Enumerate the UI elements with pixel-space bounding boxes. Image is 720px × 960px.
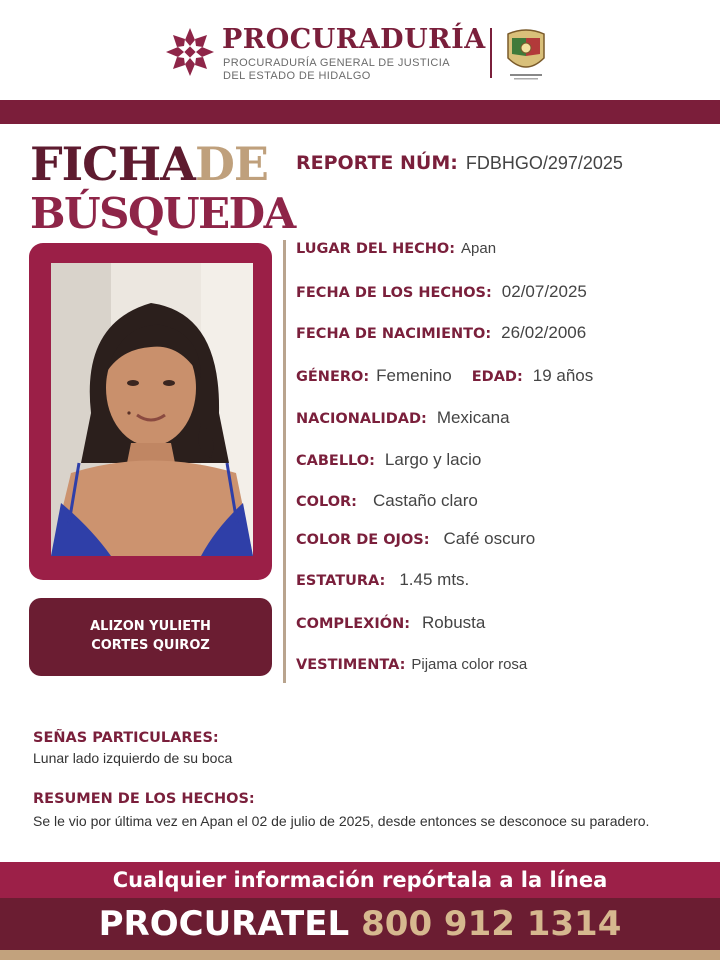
field-edad-value: 19 años bbox=[532, 366, 594, 385]
person-name-box bbox=[29, 598, 272, 676]
senas-value: Lunar lado izquierdo de su boca bbox=[33, 750, 233, 766]
field-lugar bbox=[296, 240, 496, 257]
heading-ficha-de bbox=[30, 137, 268, 191]
field-fecha-hechos-value: 02/07/2025 bbox=[501, 282, 587, 301]
field-fecha-nacimiento-value: 26/02/2006 bbox=[501, 323, 587, 342]
field-complexion-label: COMPLEXIÓN: bbox=[296, 616, 411, 632]
coat-of-arms-icon bbox=[502, 24, 550, 84]
field-cabello bbox=[296, 450, 481, 470]
hotline-label: PROCURATEL bbox=[98, 904, 350, 944]
field-nacionalidad-value: Mexicana bbox=[436, 408, 510, 427]
field-color-label: COLOR: bbox=[296, 494, 357, 510]
hotline-phone[interactable]: 800 912 1314 bbox=[361, 904, 622, 944]
field-genero-value: Femenino bbox=[376, 366, 452, 385]
field-estatura-label: ESTATURA: bbox=[296, 573, 386, 589]
report-number bbox=[296, 152, 623, 174]
field-color-ojos bbox=[296, 529, 535, 549]
heading-word-de: DE bbox=[194, 137, 268, 191]
field-vestimenta-label: VESTIMENTA: bbox=[296, 657, 406, 673]
resumen-label: RESUMEN DE LOS HECHOS: bbox=[33, 791, 255, 807]
field-genero-label: GÉNERO: bbox=[296, 369, 370, 385]
field-estatura-value: 1.45 mts. bbox=[399, 570, 470, 589]
field-estatura bbox=[296, 570, 469, 590]
heading-word-busqueda: BÚSQUEDA bbox=[30, 189, 295, 238]
bottom-strip bbox=[0, 950, 720, 960]
star-flower-logo-icon bbox=[164, 26, 216, 78]
footer-hotline-band bbox=[0, 898, 720, 950]
photo-frame bbox=[29, 243, 272, 580]
field-color bbox=[296, 491, 478, 511]
brand-subtitle-line1: PROCURADURÍA GENERAL DE JUSTICIA bbox=[223, 57, 450, 69]
field-vestimenta bbox=[296, 656, 527, 673]
field-color-ojos-label: COLOR DE OJOS: bbox=[296, 532, 430, 548]
senas-label: SEÑAS PARTICULARES: bbox=[33, 730, 219, 746]
person-portrait-illustration bbox=[51, 263, 253, 556]
field-color-ojos-value: Café oscuro bbox=[443, 529, 536, 548]
field-cabello-label: CABELLO: bbox=[296, 453, 375, 469]
field-lugar-value: Apan bbox=[461, 240, 497, 257]
brand-subtitle-line2: DEL ESTADO DE HIDALGO bbox=[223, 70, 371, 82]
field-complexion-value: Robusta bbox=[422, 613, 486, 632]
field-fecha-hechos-label: FECHA DE LOS HECHOS: bbox=[296, 285, 492, 301]
field-nacionalidad-label: NACIONALIDAD: bbox=[296, 411, 427, 427]
field-nacionalidad bbox=[296, 408, 510, 428]
field-edad-label: EDAD: bbox=[471, 369, 523, 385]
brand-title: PROCURADURÍA bbox=[222, 24, 486, 55]
header bbox=[0, 0, 720, 100]
report-number-value: FDBHGO/297/2025 bbox=[465, 153, 623, 173]
field-complexion bbox=[296, 613, 485, 633]
field-color-value: Castaño claro bbox=[372, 491, 478, 510]
person-name-line2: CORTES QUIROZ bbox=[91, 638, 210, 653]
field-fecha-nacimiento bbox=[296, 323, 586, 343]
resumen-value: Se le vio por última vez en Apan el 02 de julio de 2025, desde entonces se desconoce su paradero. bbox=[33, 813, 650, 829]
field-genero-edad bbox=[296, 366, 593, 386]
field-vestimenta-value: Pijama color rosa bbox=[411, 656, 528, 673]
top-band bbox=[0, 100, 720, 124]
field-fecha-nacimiento-label: FECHA DE NACIMIENTO: bbox=[296, 326, 492, 342]
report-number-label: REPORTE NÚM: bbox=[296, 152, 458, 174]
field-fecha-hechos bbox=[296, 282, 587, 302]
field-lugar-label: LUGAR DEL HECHO: bbox=[296, 241, 456, 257]
footer-info-band: Cualquier información repórtala a la línea bbox=[0, 862, 720, 898]
person-name-line1: ALIZON YULIETH bbox=[90, 619, 211, 634]
field-cabello-value: Largo y lacio bbox=[384, 450, 482, 469]
heading-word-ficha: FICHA bbox=[30, 137, 195, 191]
missing-person-photo bbox=[51, 263, 253, 556]
header-divider bbox=[490, 28, 492, 78]
vertical-divider bbox=[283, 240, 286, 683]
